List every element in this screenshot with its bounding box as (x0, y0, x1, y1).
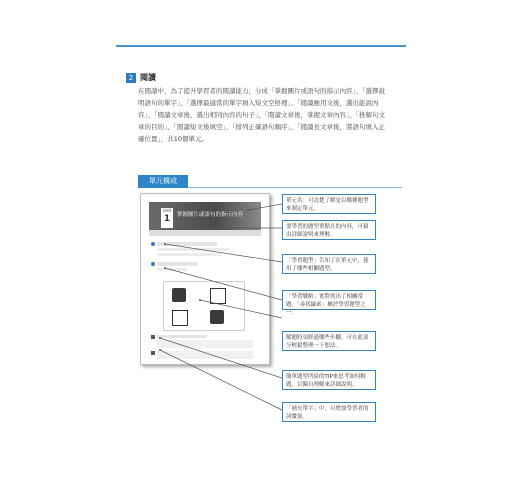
unit-number: 1 (163, 214, 171, 224)
unit-structure-label: 單元構成 (138, 175, 188, 188)
callout-question-types: 「學習題型」告知了在單元中，使用了哪些相關題型。 (282, 254, 376, 274)
section-title: 閱讀 (140, 73, 156, 82)
callout-tip: 簡單題型所給的TIP來思考如何解題，以獨自理解來詳細說明。 (282, 370, 376, 390)
unit-word: Unit (162, 208, 172, 213)
sample-page-title: 掌握圖片或語句的指示內容 (177, 212, 244, 218)
callout-unit-name: 單元名：可清楚了解是以哪種題型來制定單元。 (282, 194, 376, 214)
callout-learning-strategy: 「學習戰略」實際列出了相關常題，「尋找線索」屬於學習題型之一。 (282, 290, 376, 310)
callout-vocabulary: 「補充單字」中，可增加學習者的詞彙量。 (282, 402, 376, 422)
section-number-badge: 2 (126, 73, 136, 83)
section-intro: 在閱讀中，為了提升學習者的閱讀能力，分成「掌握圖片或語句的指示內容」、「選擇說明語句的單字」、「選擇最適當的單字填入短文空格裡」、「閱讀應用文後，選出能說內容」、「閱讀文章後，選出相同內容的句子」、「閱讀文章後，掌握文章內容」、「推解句文章的目的」、「閱讀短文後填空」、「排列正確語句順序」、「閱讀長文章後，將語句填入正確位置」，共10個單元。 (138, 87, 385, 143)
callout-solving-steps: 解題時須經過哪些步驟，可在此部分輕鬆整理一下想法。 (282, 331, 376, 351)
callout-key-points: 要學習的題型重點在的內容，可藉由詳細說明來理解。 (282, 220, 376, 240)
